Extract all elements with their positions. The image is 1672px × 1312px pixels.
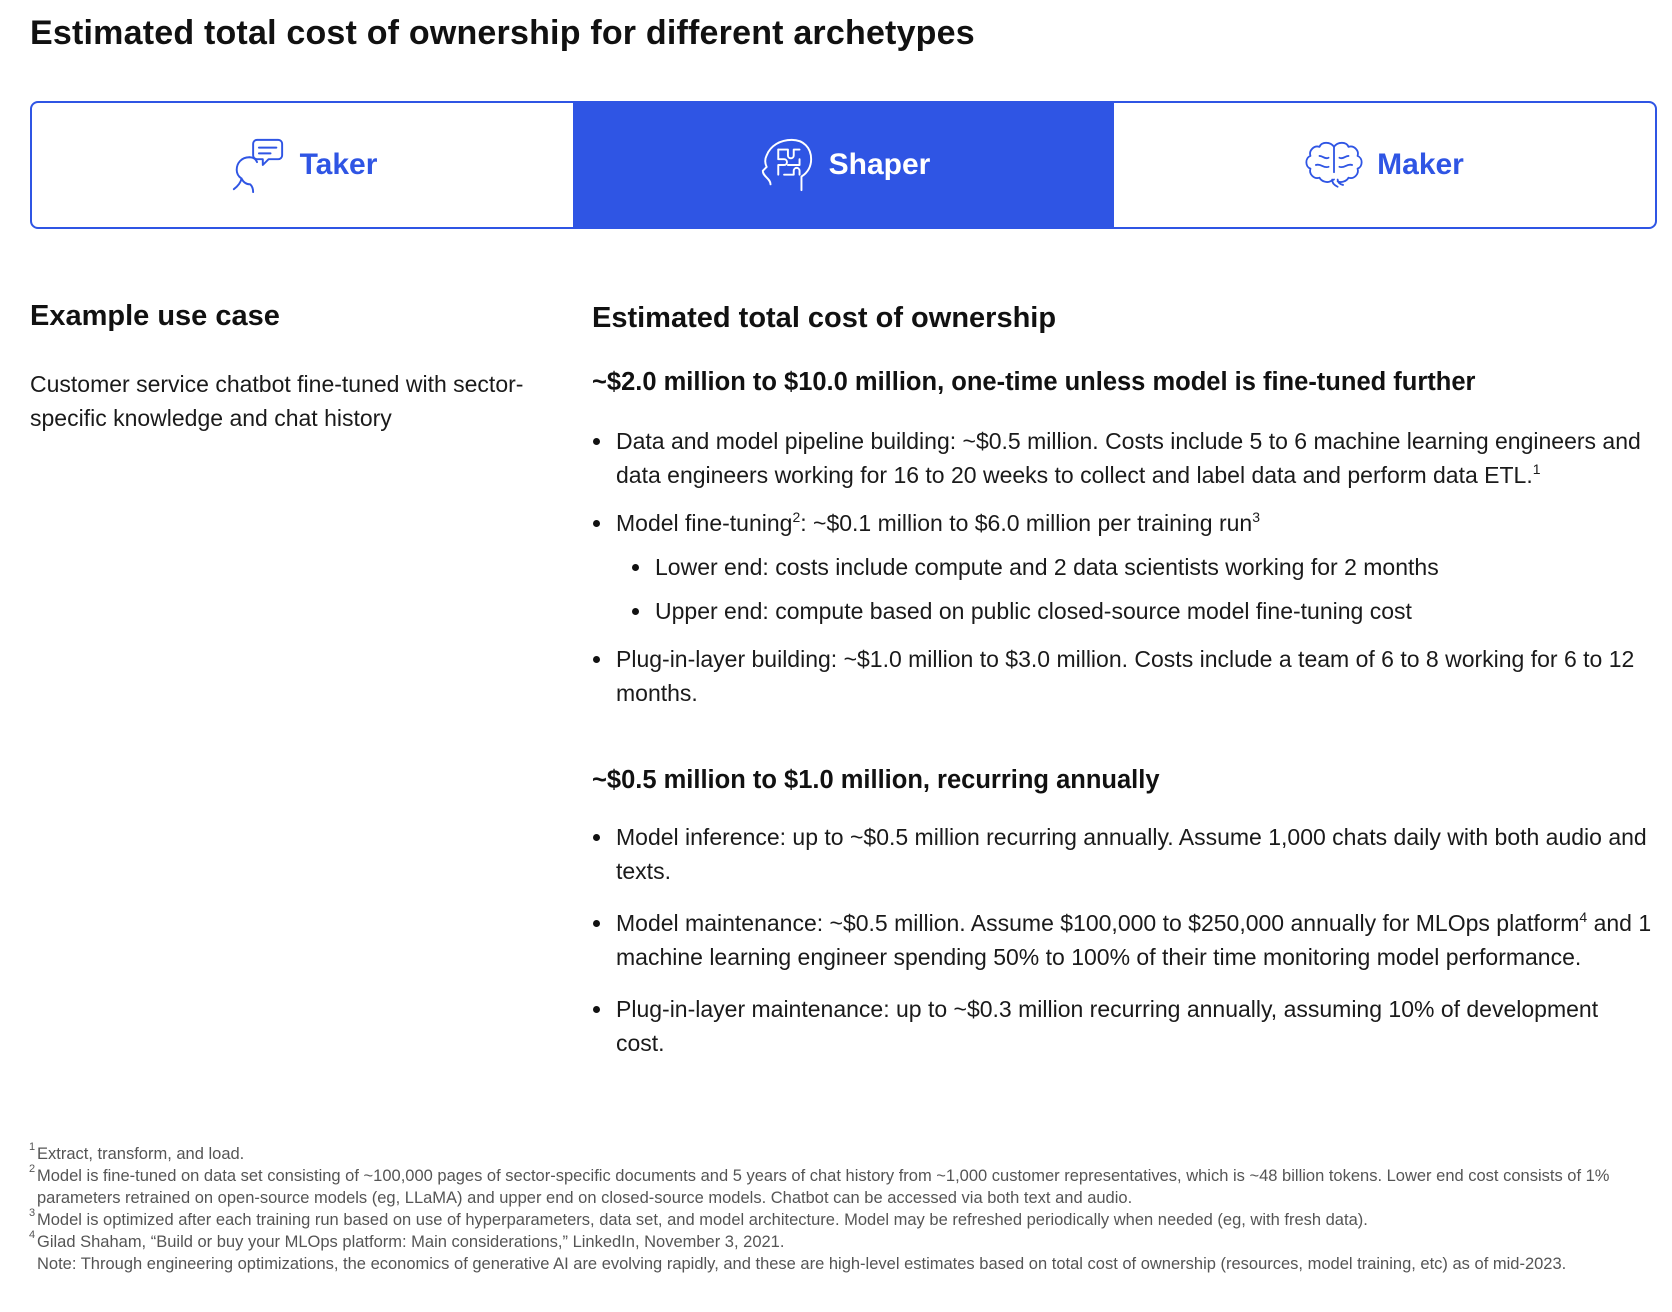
list-item <box>592 506 1652 628</box>
footnote-text: Gilad Shaham, “Build or buy your MLOps platform: Main considerations,” LinkedIn, November 3, 2021. <box>37 1233 785 1251</box>
footnote-text: Model is optimized after each training run based on use of hyperparameters, data set, and model architecture. Model may be refreshed periodically when needed (eg, with fresh data). <box>37 1211 1368 1229</box>
tab-maker[interactable] <box>1114 103 1655 227</box>
tco-heading: Estimated total cost of ownership <box>592 302 1057 334</box>
tab-shaper[interactable] <box>573 103 1114 227</box>
recurring-cost-heading: ~$0.5 million to $1.0 million, recurring annually <box>592 766 1160 794</box>
list-item-text: Data and model pipeline building: ~$0.5 million. Costs include 5 to 6 machine learning engineers and data engineers working for 16 to 20 weeks to collect and label data and perform data ETL. <box>616 428 1641 488</box>
sub-list <box>616 550 1652 628</box>
footnote-ref[interactable]: 3 <box>1252 509 1260 525</box>
footnote <box>29 1143 1629 1165</box>
footnote-ref[interactable]: 1 <box>1532 461 1541 477</box>
use-case-text: Customer service chatbot fine-tuned with sector-specific knowledge and chat history <box>30 371 524 431</box>
footnote <box>29 1209 1629 1231</box>
recurring-cost-list <box>592 820 1652 1078</box>
footnote <box>29 1231 1629 1253</box>
list-item <box>592 820 1652 888</box>
footnote-text: Model is fine-tuned on data set consisting of ~100,000 pages of sector-specific documents and 5 years of chat history from ~1,000 customer representatives, which is ~48 billion tokens. Lower end cost consists of 1% parameters retrained on open-source models (eg, LLaMA) and upper end on closed-source models. Chatbot can be accessed via both text and audio. <box>37 1167 1610 1207</box>
list-item <box>592 642 1652 710</box>
list-item-text: Plug-in-layer building: ~$1.0 million to $3.0 million. Costs include a team of 6 to 8 working for 6 to 12 months. <box>616 646 1635 706</box>
tco-section <box>592 302 1652 1056</box>
list-item-text: Model inference: up to ~$0.5 million recurring annually. Assume 1,000 chats daily with both audio and texts. <box>616 824 1647 884</box>
list-item-text: : ~$0.1 million to $6.0 million per training run <box>800 510 1253 536</box>
tab-shaper-label: Shaper <box>828 148 931 181</box>
note-text: Note: Through engineering optimizations, the economics of generative AI are evolving rapidly, and these are high-level estimates based on total cost of ownership (resources, model training, etc) as of mid-2023. <box>37 1255 1567 1273</box>
list-item-text: and 1 machine learning engineer spending 50% to 100% of their time monitoring model performance. <box>616 910 1652 970</box>
page-title: Estimated total cost of ownership for different archetypes <box>30 14 975 52</box>
sub-list-item: Upper end: compute based on public closed-source model fine-tuning cost <box>616 594 1652 628</box>
footnotes <box>29 1143 1629 1275</box>
speech-bubble-person-icon <box>228 134 286 196</box>
archetype-tabs <box>30 101 1657 229</box>
tab-maker-label: Maker <box>1377 148 1464 181</box>
use-case-heading: Example use case <box>30 300 280 332</box>
one-time-cost-list <box>592 424 1652 724</box>
sub-list-item: Lower end: costs include compute and 2 data scientists working for 2 months <box>616 550 1652 584</box>
footnote-ref[interactable]: 2 <box>792 509 801 525</box>
footnote-text: Extract, transform, and load. <box>37 1145 245 1163</box>
footnote-number: 1 <box>29 1141 36 1153</box>
one-time-cost-heading: ~$2.0 million to $10.0 million, one-time unless model is fine-tuned further <box>592 368 1476 396</box>
tab-taker[interactable] <box>32 103 573 227</box>
list-item <box>592 992 1652 1060</box>
list-item-text: Plug-in-layer maintenance: up to ~$0.3 million recurring annually, assuming 10% of development cost. <box>616 996 1599 1056</box>
footnote-number: 4 <box>29 1229 36 1241</box>
footnote-number: 3 <box>29 1207 36 1219</box>
puzzle-head-icon <box>757 134 815 196</box>
footnote <box>29 1165 1629 1209</box>
footnote-ref[interactable]: 4 <box>1579 909 1588 925</box>
use-case-section <box>30 300 550 435</box>
brain-icon <box>1305 134 1363 196</box>
tab-taker-label: Taker <box>299 148 378 181</box>
list-item <box>592 906 1652 974</box>
list-item <box>592 424 1652 492</box>
footnote-number: 2 <box>29 1163 36 1175</box>
list-item-text: Model fine-tuning <box>616 510 793 536</box>
list-item-text: Model maintenance: ~$0.5 million. Assume $100,000 to $250,000 annually for MLOps platform <box>616 910 1580 936</box>
